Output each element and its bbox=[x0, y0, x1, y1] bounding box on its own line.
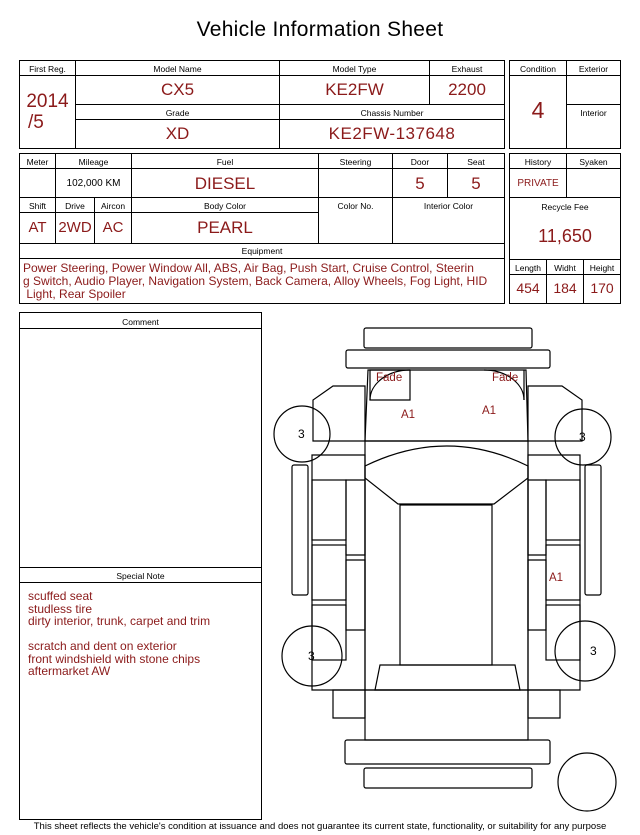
first-reg-label: First Reg. bbox=[29, 64, 66, 74]
chassis-value: KE2FW-137648 bbox=[328, 124, 456, 143]
rear-fender-right bbox=[528, 690, 560, 718]
quarter-left bbox=[312, 605, 346, 660]
steering-label: Steering bbox=[339, 157, 372, 167]
first-reg-month: /5 bbox=[28, 112, 44, 133]
skirt-left bbox=[292, 465, 308, 595]
shift-label: Shift bbox=[28, 201, 46, 211]
exterior-label: Exterior bbox=[578, 64, 609, 74]
front-bumper bbox=[364, 328, 532, 348]
width-label: Widht bbox=[554, 263, 576, 273]
fade-label: Fade bbox=[376, 372, 403, 384]
color-no-label: Color No. bbox=[337, 201, 374, 211]
first-reg-year: 2014 bbox=[26, 91, 69, 112]
equipment-label: Equipment bbox=[241, 246, 283, 256]
aircon-label: Aircon bbox=[100, 201, 126, 211]
a1-label: A1 bbox=[549, 572, 564, 584]
drive-value: 2WD bbox=[58, 219, 92, 236]
rear-window bbox=[375, 665, 520, 690]
aircon-value: AC bbox=[102, 219, 124, 236]
front-lip bbox=[346, 350, 550, 368]
recycle-label: Recycle Fee bbox=[541, 202, 589, 212]
length-label: Length bbox=[515, 263, 541, 273]
note-line: front windshield with stone chips bbox=[28, 651, 201, 666]
history-value: PRIVATE bbox=[517, 178, 559, 189]
note-line: scuffed seat bbox=[28, 589, 93, 603]
note-line: studless tire bbox=[28, 601, 93, 616]
chassis-label: Chassis Number bbox=[360, 108, 424, 118]
condition-value: 4 bbox=[531, 97, 545, 123]
grade-value: XD bbox=[165, 124, 190, 143]
equipment-line: g Switch, Audio Player, Navigation System, Back Camera, Alloy Wheels, Fog Light, HID bbox=[23, 274, 488, 288]
disclaimer-footer: This sheet reflects the vehicle's condition at issuance and does not guarantee its current state, functionality, or suitability for any purpose bbox=[33, 821, 607, 832]
seat-label: Seat bbox=[467, 157, 485, 167]
quarter-right bbox=[546, 605, 580, 660]
a1-label: A1 bbox=[482, 405, 497, 417]
fuel-label: Fuel bbox=[216, 157, 234, 167]
rear-lip bbox=[364, 768, 532, 788]
height-value: 170 bbox=[590, 280, 614, 296]
exhaust-value: 2200 bbox=[448, 80, 486, 99]
width-value: 184 bbox=[553, 280, 577, 296]
comment-label: Comment bbox=[122, 317, 159, 327]
windshield bbox=[365, 446, 528, 504]
history-label: History bbox=[524, 157, 552, 167]
skirt-right bbox=[585, 465, 601, 595]
note-line: scratch and dent on exterior bbox=[28, 639, 177, 653]
door-label: Door bbox=[410, 157, 430, 167]
tire-rear-right bbox=[555, 621, 615, 681]
tire-label: 3 bbox=[298, 427, 305, 441]
condition-label: Condition bbox=[520, 64, 556, 74]
interior-label: Interior bbox=[580, 108, 607, 118]
model-name-value: CX5 bbox=[160, 80, 195, 99]
trunk bbox=[365, 690, 528, 740]
roof bbox=[400, 505, 492, 665]
model-name-label: Model Name bbox=[153, 64, 202, 74]
equipment-line: Light, Rear Spoiler bbox=[23, 287, 126, 301]
fade-label: Fade bbox=[492, 372, 519, 384]
syaken-label: Syaken bbox=[579, 157, 608, 167]
note-line: dirty interior, trunk, carpet and trim bbox=[28, 614, 211, 628]
recycle-value: 11,650 bbox=[538, 226, 592, 246]
door-front-right bbox=[546, 480, 580, 540]
mileage-value: 102,000 KM bbox=[66, 178, 121, 189]
rear-fender-left bbox=[333, 690, 365, 718]
model-type-label: Model Type bbox=[332, 64, 377, 74]
cabin-body bbox=[365, 441, 528, 690]
tire-label: 3 bbox=[579, 430, 586, 444]
cabin-left bbox=[312, 455, 365, 690]
door-value: 5 bbox=[415, 174, 425, 193]
note-line: aftermarket AW bbox=[28, 664, 111, 678]
rear-bumper bbox=[345, 740, 550, 764]
sheet-title: Vehicle Information Sheet bbox=[196, 18, 444, 41]
special-note-label: Special Note bbox=[116, 571, 165, 581]
tire-label: 3 bbox=[308, 649, 315, 663]
seat-value: 5 bbox=[471, 174, 481, 193]
body-color-label: Body Color bbox=[203, 201, 247, 211]
shift-value: AT bbox=[28, 219, 47, 236]
drive-label: Drive bbox=[65, 201, 85, 211]
interior-color-label: Interior Color bbox=[423, 201, 474, 211]
body-color-value: PEARL bbox=[197, 218, 253, 237]
meter-label: Meter bbox=[26, 157, 49, 167]
equipment-line: Power Steering, Power Window All, ABS, Air Bag, Push Start, Cruise Control, Steerin bbox=[23, 261, 474, 275]
pillar-rear-left bbox=[346, 560, 365, 630]
tire-label: 3 bbox=[590, 644, 597, 658]
pillar-rear-right bbox=[528, 560, 546, 630]
mileage-label: Mileage bbox=[78, 157, 109, 167]
door-front-left bbox=[312, 480, 346, 540]
height-label: Height bbox=[589, 263, 615, 273]
grade-label: Grade bbox=[165, 108, 190, 118]
length-value: 454 bbox=[516, 280, 540, 296]
a1-label: A1 bbox=[401, 409, 416, 421]
door-rear-left bbox=[312, 545, 346, 600]
exhaust-label: Exhaust bbox=[451, 64, 483, 74]
pillar-right bbox=[528, 480, 546, 555]
model-type-value: KE2FW bbox=[325, 80, 384, 99]
spare-tire bbox=[558, 753, 616, 811]
pillar-left bbox=[346, 480, 365, 555]
fuel-value: DIESEL bbox=[194, 174, 256, 193]
